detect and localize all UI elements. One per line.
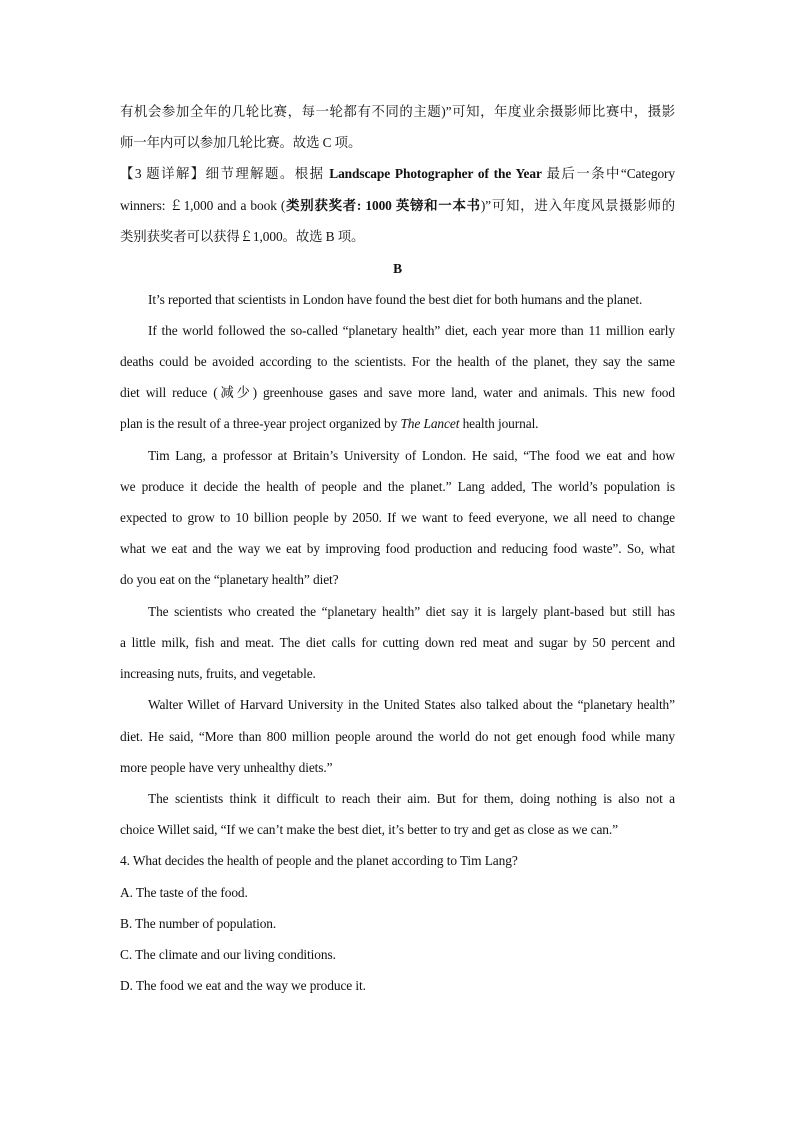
question-4-option-c: C. The climate and our living conditions. bbox=[120, 947, 336, 962]
passage-paragraph-3-line-4: what we eat and the way we eat by improving food production and reducing food waste”. So, what bbox=[120, 541, 675, 556]
passage-paragraph-6-line-2: choice Willet said, “If we can’t make the best diet, it’s better to try and get as close as we can.” bbox=[120, 822, 618, 837]
passage-paragraph-2-line-4: plan is the result of a three-year project organized by The Lancet health journal. bbox=[120, 416, 539, 431]
q3-explanation-line-1: 【3 题详解】细节理解题。根据 Landscape Photographer of the Year 最后一条中“Category bbox=[120, 166, 676, 181]
passage-paragraph-3-line-1: Tim Lang, a professor at Britain’s University of London. He said, “The food we eat and how bbox=[148, 448, 675, 463]
question-4-option-d: D. The food we eat and the way we produce it. bbox=[120, 978, 366, 993]
passage-paragraph-1: It’s reported that scientists in London have found the best diet for both humans and the planet. bbox=[148, 292, 643, 307]
passage-paragraph-5-line-2: diet. He said, “More than 800 million people around the world do not get enough food while many bbox=[120, 729, 675, 744]
journal-name: The Lancet bbox=[400, 416, 460, 431]
q3-explanation-label: 【3 题详解】 bbox=[120, 166, 206, 181]
section-heading: B bbox=[393, 261, 402, 276]
q2-explanation-line-1: 有机会参加全年的几轮比赛，每一轮都有不同的主题)”可知，年度业余摄影师比赛中，摄影 bbox=[120, 104, 675, 119]
passage-paragraph-4-line-2: a little milk, fish and meat. The diet calls for cutting down red meat and sugar by 50 percent and bbox=[120, 635, 675, 650]
passage-paragraph-3-line-5: do you eat on the “planetary health” diet? bbox=[120, 572, 339, 587]
passage-paragraph-3-line-2: we produce it decide the health of people and the planet.” Lang added, The world’s population is bbox=[120, 479, 675, 494]
question-4-option-a: A. The taste of the food. bbox=[120, 885, 248, 900]
contest-title: Landscape Photographer of the Year bbox=[329, 166, 542, 181]
passage-paragraph-5-line-3: more people have very unhealthy diets.” bbox=[120, 760, 333, 775]
passage-paragraph-2-line-2: deaths could be avoided according to the scientists. For the health of the planet, they say the same bbox=[120, 354, 675, 369]
q3-explanation-line-2: winners: ￡1,000 and a book (类别获奖者: 1000 英镑和一本书)”可知，进入年度风景摄影师的 bbox=[120, 198, 676, 213]
passage-paragraph-5-line-1: Walter Willet of Harvard University in the United States also talked about the “planetary health” bbox=[148, 697, 675, 712]
question-4-option-b: B. The number of population. bbox=[120, 916, 277, 931]
passage-paragraph-4-line-1: The scientists who created the “planetary health” diet say it is largely plant-based but still has bbox=[148, 604, 675, 619]
passage-paragraph-3-line-3: expected to grow to 10 billion people by 2050. If we want to feed everyone, we all need to change bbox=[120, 510, 675, 525]
q2-explanation-line-2: 师一年内可以参加几轮比赛。故选 C 项。 bbox=[120, 135, 362, 150]
q3-explanation-line-3: 类别获奖者可以获得￡1,000。故选 B 项。 bbox=[120, 229, 365, 244]
passage-paragraph-4-line-3: increasing nuts, fruits, and vegetable. bbox=[120, 666, 316, 681]
passage-paragraph-6-line-1: The scientists think it difficult to reach their aim. But for them, doing nothing is also not a bbox=[148, 791, 675, 806]
question-4-stem: 4. What decides the health of people and the planet according to Tim Lang? bbox=[120, 853, 518, 868]
passage-paragraph-2-line-1: If the world followed the so-called “planetary health” diet, each year more than 11 million early bbox=[148, 323, 675, 338]
passage-paragraph-2-line-3: diet will reduce (减少) greenhouse gases and save more land, water and animals. This new food bbox=[120, 385, 675, 400]
